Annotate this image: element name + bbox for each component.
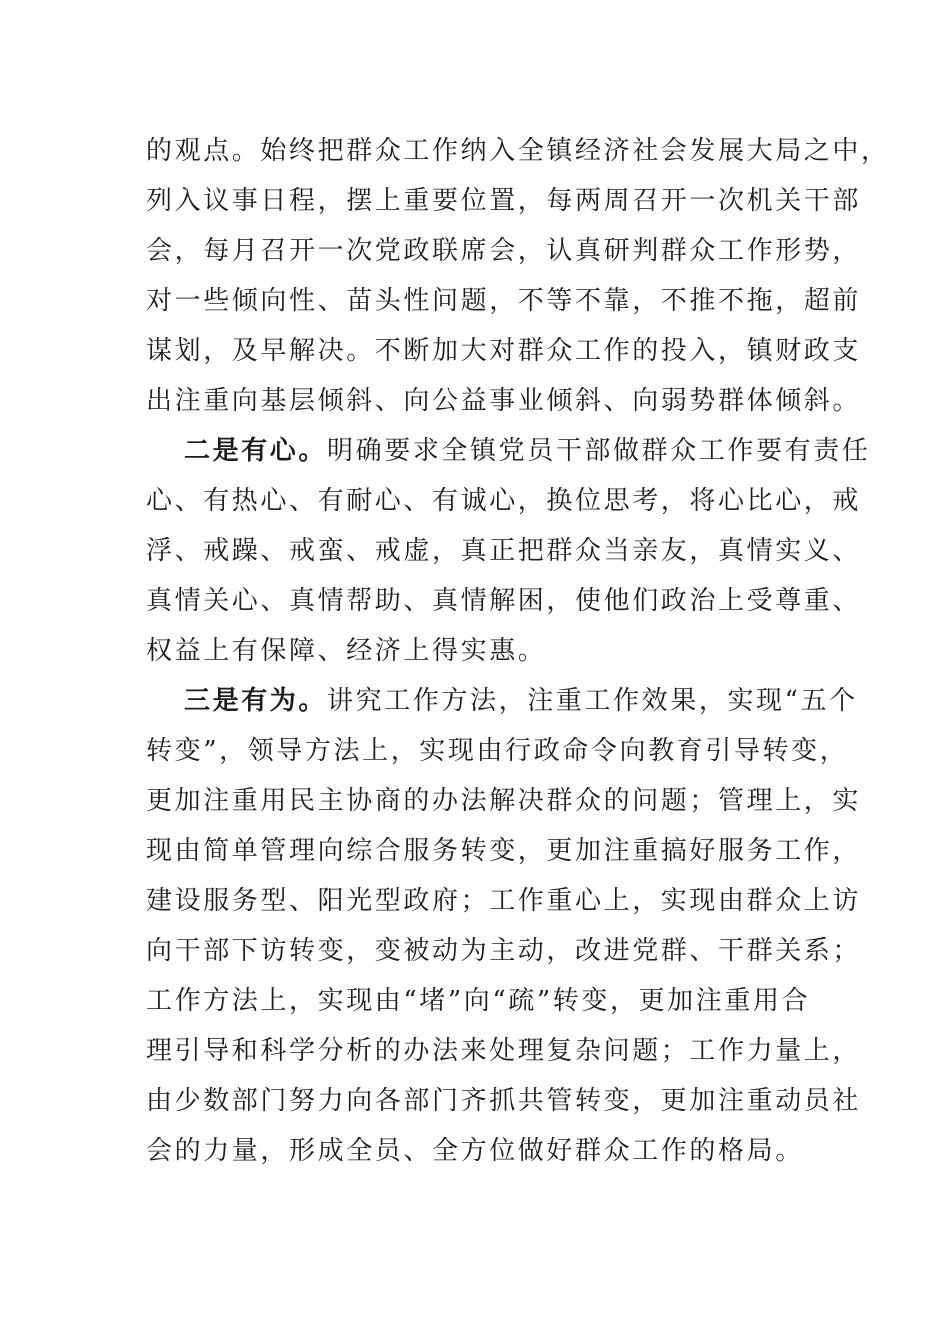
paragraph-3 [146,676,862,1176]
text-line: 心、有热心、有耐心、有诚心，换位思考，将心比心，戒 [146,486,862,516]
text-line: 会，每月召开一次党政联席会，认真研判群众工作形势， [146,236,862,266]
text-line: 会的力量，形成全员、全方位做好群众工作的格局。 [146,1136,804,1166]
text-line: 出注重向基层倾斜、向公益事业倾斜、向弱势群体倾斜。 [146,386,862,416]
paragraph-2 [146,426,871,676]
text-line: 由少数部门努力向各部门齐抓共管转变，更加注重动员社 [146,1086,862,1116]
paragraph-lead-heading: 二是有心。 [184,436,328,466]
text-line-rest: 明确要求全镇党员干部做群众工作要有责任 [327,436,871,466]
text-line: 谋划，及早解决。不断加大对群众工作的投入，镇财政支 [146,336,862,366]
text-line: 列入议事日程，摆上重要位置，每两周召开一次机关干部 [146,186,862,216]
text-line: 真情关心、真情帮助、真情解困，使他们政治上受尊重、 [146,586,862,616]
text-line: 现由简单管理向综合服务转变，更加注重搞好服务工作， [146,836,862,866]
text-line-rest: 讲究工作方法，注重工作效果，实现“五个 [327,686,858,716]
text-line: 建设服务型、阳光型政府；工作重心上，实现由群众上访 [146,886,862,916]
text-line: 权益上有保障、经济上得实惠。 [146,636,547,666]
text-line: 工作方法上，实现由“堵”向“疏”转变，更加注重用合 [146,986,811,1016]
text-line: 更加注重用民主协商的办法解决群众的问题；管理上，实 [146,786,862,816]
paragraph-lead-heading: 三是有为。 [184,686,328,716]
paragraph-1 [146,126,890,426]
body-text [146,126,890,1176]
text-line: 向干部下访转变，变被动为主动，改进党群、干群关系； [146,936,862,966]
text-line: 的观点。始终把群众工作纳入全镇经济社会发展大局之中， [146,136,890,166]
text-line: 转变”，领导方法上，实现由行政命令向教育引导转变， [146,736,849,766]
text-line: 理引导和科学分析的办法来处理复杂问题；工作力量上， [146,1036,862,1066]
text-line [146,426,871,476]
text-line: 浮、戒躁、戒蛮、戒虚，真正把群众当亲友，真情实义、 [146,536,862,566]
text-line: 对一些倾向性、苗头性问题，不等不靠，不推不拖，超前 [146,286,862,316]
text-line [146,676,858,726]
